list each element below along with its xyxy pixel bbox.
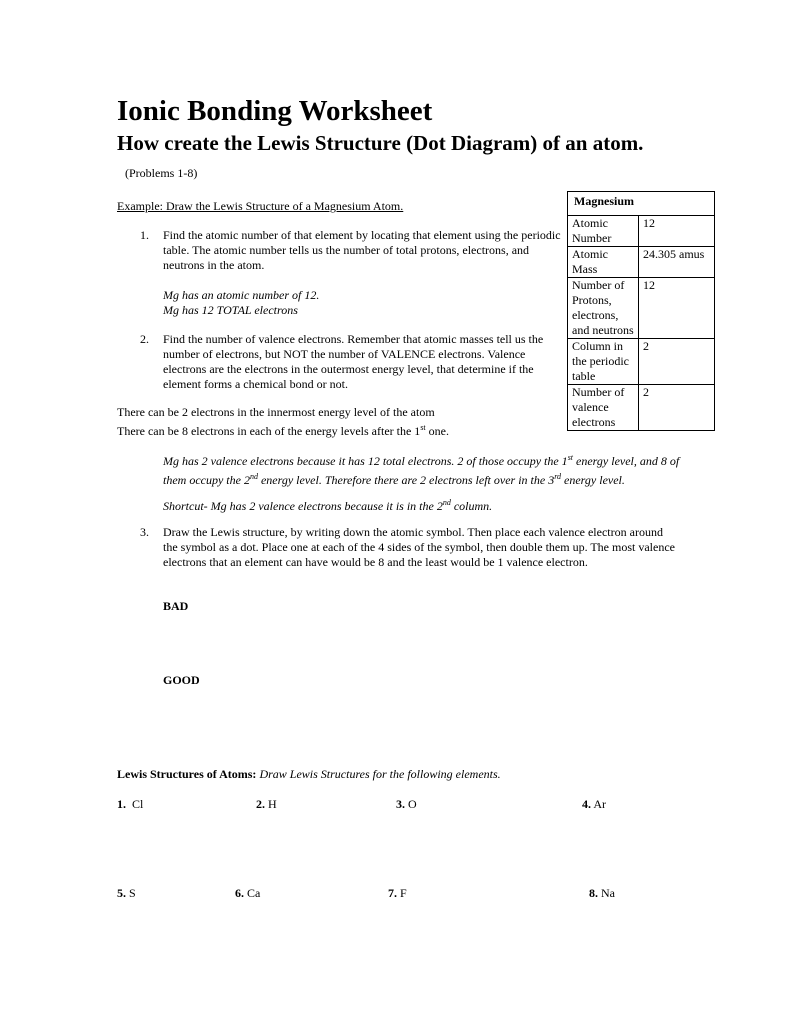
element-item bbox=[589, 886, 615, 901]
mg-sup-1: st bbox=[567, 453, 574, 462]
mg-text-c: energy level. Therefore there are 2 electrons left over in the 3 bbox=[257, 473, 555, 487]
element-symbol: S bbox=[129, 886, 136, 900]
element-number: 6. bbox=[235, 886, 244, 900]
table-label: Number of Protons, electrons, and neutrons bbox=[568, 278, 639, 339]
table-value: 12 bbox=[639, 278, 715, 339]
fact-outer-sup: st bbox=[420, 423, 426, 432]
subtitle-text: How create the Lewis Structure (Dot Diagram) of an atom. bbox=[117, 131, 644, 155]
element-number: 2. bbox=[256, 797, 265, 811]
fact-outer-text-a: There can be 8 electrons in each of the energy levels after the 1 bbox=[117, 424, 421, 438]
step-2-text: Find the number of valence electrons. Remember that atomic masses tell us the number of electrons, but NOT the number of VALENCE electrons. Valence electrons are the electrons in the outermost energy level, that determine if the element forms a chemical bond or not. bbox=[163, 332, 544, 391]
step-1-text: Find the atomic number of that element by locating that element using the periodic table. The atomic number tells us the number of total protons, electrons, and neutrons in the atom. bbox=[163, 228, 561, 272]
lewis-instruction: Draw Lewis Structures for the following elements. bbox=[259, 767, 501, 781]
step-1-number: 1. bbox=[140, 228, 149, 242]
element-symbol: H bbox=[268, 797, 277, 811]
element-item bbox=[235, 886, 260, 901]
element-symbol: Na bbox=[601, 886, 615, 900]
element-item bbox=[582, 797, 606, 812]
element-number: 4. bbox=[582, 797, 591, 811]
element-item bbox=[256, 797, 277, 812]
table-value: 24.305 amus bbox=[639, 247, 715, 278]
step-2-number: 2. bbox=[140, 332, 149, 346]
element-number: 5. bbox=[117, 886, 126, 900]
mg-valence-explanation bbox=[163, 450, 683, 488]
element-symbol: O bbox=[408, 797, 417, 811]
table-header: Magnesium bbox=[568, 192, 715, 216]
step-3-text: Draw the Lewis structure, by writing down the atomic symbol. Then place each valence electron around the symbol as a dot. Place one at each of the 4 sides of the symbol, then double them up. The most valence electrons that an element can have would be 8 and the least would be 1 valence electron. bbox=[163, 525, 675, 569]
mg-text-a: Mg has 2 valence electrons because it has 12 total electrons. 2 of those occupy the 1 bbox=[163, 454, 568, 468]
lewis-section-heading bbox=[117, 767, 501, 782]
element-number: 7. bbox=[388, 886, 397, 900]
element-symbol: Ar bbox=[593, 797, 607, 811]
shortcut-text-b: column. bbox=[450, 499, 493, 513]
element-number: 3. bbox=[396, 797, 405, 811]
shortcut-text-a: Shortcut- Mg has 2 valence electrons because it is in the 2 bbox=[163, 499, 443, 513]
mg-text-d: energy level. bbox=[561, 473, 625, 487]
element-item bbox=[388, 886, 407, 901]
table-row bbox=[568, 385, 715, 431]
step-3-number: 3. bbox=[140, 525, 149, 539]
shortcut-sup: nd bbox=[442, 498, 451, 507]
table-row bbox=[568, 216, 715, 247]
fact-innermost-level: There can be 2 electrons in the innermost energy level of the atom bbox=[117, 405, 435, 419]
element-symbol: F bbox=[400, 886, 407, 900]
table-label: Atomic Number bbox=[568, 216, 639, 247]
element-item bbox=[396, 797, 417, 812]
table-value: 12 bbox=[639, 216, 715, 247]
worksheet-subtitle bbox=[117, 130, 677, 187]
table-label: Column in the periodic table bbox=[568, 339, 639, 385]
element-symbol: Ca bbox=[247, 886, 261, 900]
problems-note: (Problems 1-8) bbox=[125, 166, 198, 180]
table-value: 2 bbox=[639, 339, 715, 385]
table-row bbox=[568, 247, 715, 278]
magnesium-table bbox=[567, 191, 715, 431]
element-symbol: Cl bbox=[132, 797, 144, 811]
element-number: 1. bbox=[117, 797, 126, 811]
element-item bbox=[117, 886, 136, 901]
example-heading: Example: Draw the Lewis Structure of a Magnesium Atom. bbox=[117, 199, 404, 213]
element-number: 8. bbox=[589, 886, 598, 900]
table-row bbox=[568, 339, 715, 385]
mg-text-b: energy level, and 8 of them occupy the 2 bbox=[163, 454, 680, 487]
step-1-note-1: Mg has an atomic number of 12. bbox=[163, 288, 320, 302]
table-value: 2 bbox=[639, 385, 715, 431]
element-item bbox=[117, 797, 143, 812]
good-label: GOOD bbox=[163, 673, 200, 687]
table-row bbox=[568, 278, 715, 339]
table-label: Atomic Mass bbox=[568, 247, 639, 278]
step-1-note-2: Mg has 12 TOTAL electrons bbox=[163, 303, 298, 317]
mg-sup-2: nd bbox=[249, 472, 258, 481]
mg-sup-3: rd bbox=[554, 472, 562, 481]
fact-outer-levels bbox=[117, 420, 449, 439]
worksheet-title: Ionic Bonding Worksheet bbox=[117, 95, 433, 127]
bad-label: BAD bbox=[163, 599, 189, 613]
table-label: Number of valence electrons bbox=[568, 385, 639, 431]
fact-outer-text-b: one. bbox=[425, 424, 449, 438]
lewis-heading: Lewis Structures of Atoms: bbox=[117, 767, 257, 781]
mg-shortcut bbox=[163, 495, 492, 514]
